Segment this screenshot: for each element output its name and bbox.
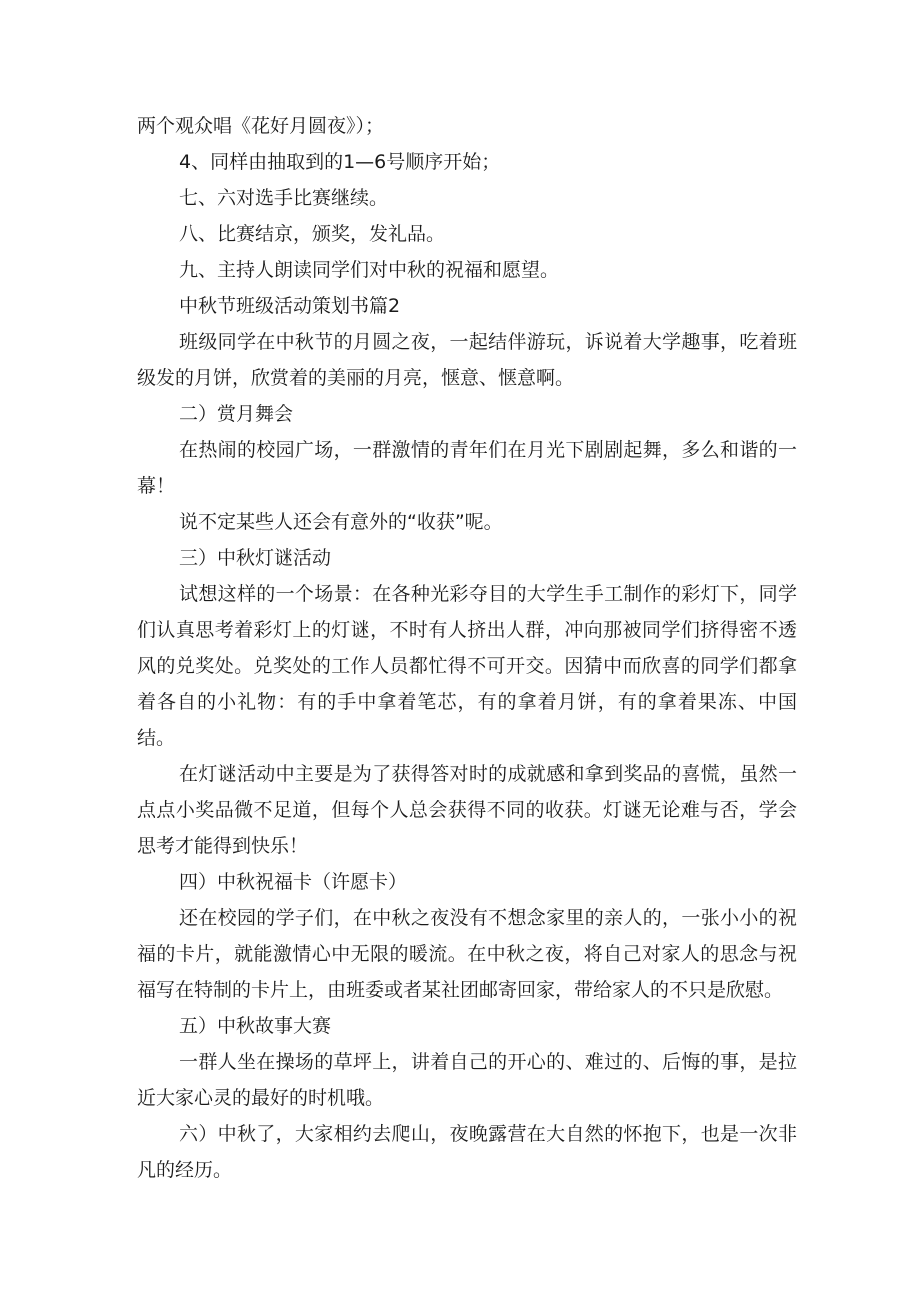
paragraph-continuation: 两个观众唱《花好月圆夜》）； (137, 115, 385, 137)
paragraph-blessing-card: 还在校园的学子们，在中秋之夜没有不想念家里的亲人的，一张小小的祝福的卡片，就能激情心中无限的暖流。在中秋之夜，将自己对家人的思念与祝福写在特制的卡片上，由班委或者某社团邮寄回家，带给家人的不只是欣慰。 (137, 907, 797, 1001)
subheading-moon-dance: 二）赏月舞会 (179, 403, 294, 425)
subheading-lantern-riddles: 三）中秋灯谜活动 (179, 547, 332, 569)
paragraph-section-8: 八、比赛结京，颁奖，发礼品。 (179, 223, 446, 245)
section-heading: 中秋节班级活动策划书篇2 (179, 295, 401, 317)
paragraph-story-contest: 一群人坐在操场的草坪上，讲着自己的开心的、难过的、后悔的事，是拉近大家心灵的最好的时机哦。 (137, 1051, 797, 1109)
paragraph-lantern-scene: 试想这样的一个场景：在各种光彩夺目的大学生手工制作的彩灯下，同学们认真思考着彩灯上的灯谜，不时有人挤出人群，冲向那被同学们挤得密不透风的兑奖处。兑奖处的工作人员都忙得不可开交。因猜中而欣喜的同学们都拿着各自的小礼物：有的手中拿着笔芯，有的拿着月饼，有的拿着果冻、中国结。 (137, 583, 797, 749)
paragraph-section-7: 七、六对选手比赛继续。 (179, 187, 389, 209)
paragraph-step-4: 4、同样由抽取到的1—6号顺序开始； (179, 151, 501, 173)
subheading-blessing-card: 四）中秋祝福卡（许愿卡） (179, 871, 408, 893)
paragraph-section-9: 九、主持人朗读同学们对中秋的祝福和愿望。 (179, 259, 560, 281)
paragraph-hiking: 六）中秋了，大家相约去爬山，夜晚露营在大自然的怀抱下，也是一次非凡的经历。 (137, 1123, 797, 1181)
paragraph-surprise: 说不定某些人还会有意外的“收获”呢。 (179, 511, 503, 533)
paragraph-intro: 班级同学在中秋节的月圆之夜，一起结伴游玩，诉说着大学趣事，吃着班级发的月饼，欣赏着的美丽的月亮，惬意、惬意啊。 (137, 331, 797, 389)
document-body (137, 108, 797, 1188)
paragraph-lantern-purpose: 在灯谜活动中主要是为了获得答对时的成就感和拿到奖品的喜慌，虽然一点点小奖品微不足道，但每个人总会获得不同的收获。灯谜无论难与否，学会思考才能得到快乐！ (137, 763, 797, 857)
subheading-story-contest: 五）中秋故事大赛 (179, 1015, 332, 1037)
paragraph-dance: 在热闹的校园广场，一群激情的青年们在月光下剧剧起舞，多么和谐的一幕！ (137, 439, 797, 497)
